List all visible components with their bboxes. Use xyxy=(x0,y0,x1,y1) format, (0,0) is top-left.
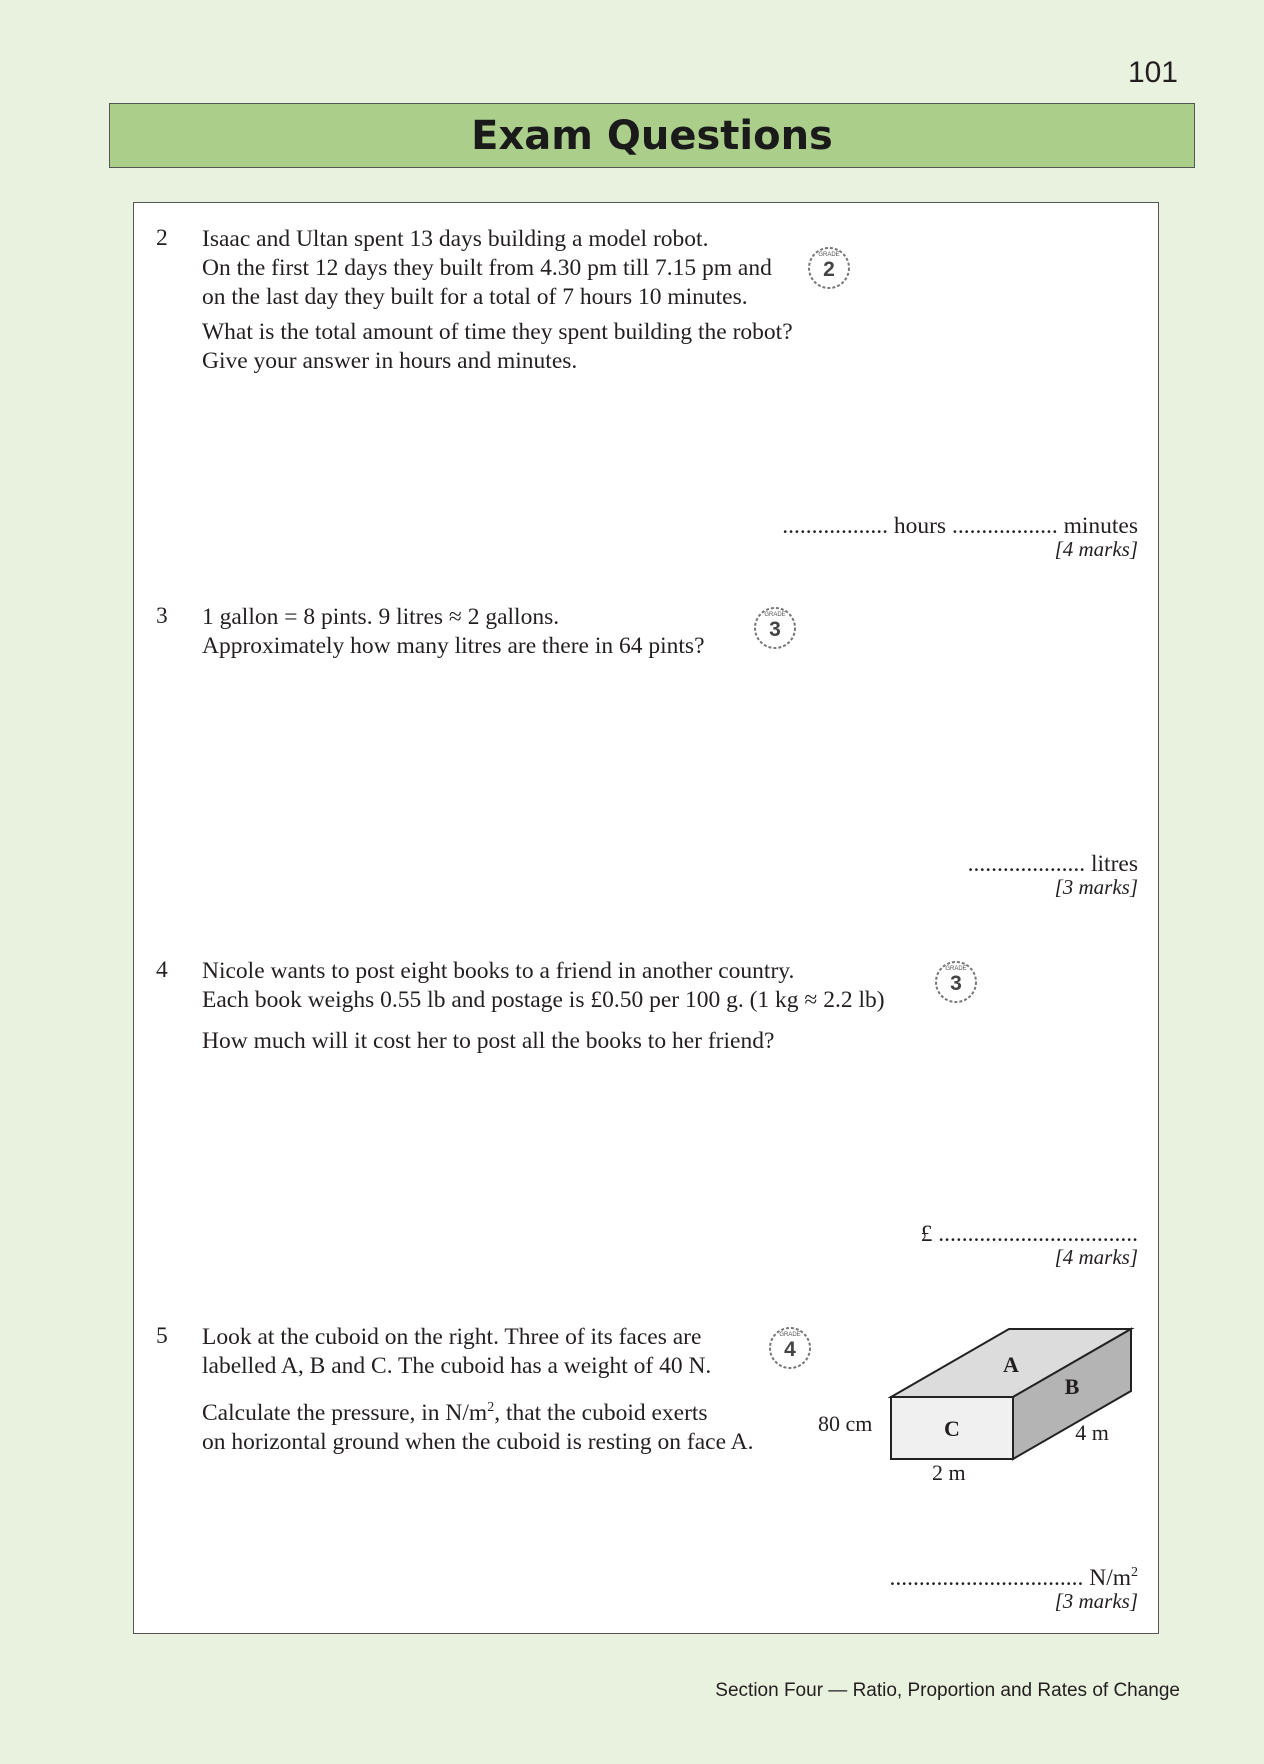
question-line-part: , that the cuboid exerts xyxy=(494,1399,708,1426)
question-line xyxy=(202,1393,753,1428)
grade-number: 4 xyxy=(784,1338,796,1361)
question-line: Isaac and Ultan spent 13 days building a model robot. xyxy=(202,226,709,252)
question-3-text xyxy=(202,603,705,661)
grade-number: 2 xyxy=(823,258,835,281)
question-line: on horizontal ground when the cuboid is resting on face A. xyxy=(202,1428,754,1455)
question-number: 3 xyxy=(156,603,168,629)
question-5-text xyxy=(202,1323,753,1457)
question-line: 1 gallon = 8 pints. 9 litres ≈ 2 gallons. xyxy=(202,604,560,630)
grade-4-badge-icon xyxy=(767,1325,813,1371)
answer-line: .................... litres xyxy=(967,851,1138,877)
question-number: 2 xyxy=(156,225,168,251)
grade-3-badge-icon xyxy=(752,605,798,651)
badge-word: GRADE xyxy=(764,612,786,618)
badge-word: GRADE xyxy=(818,252,840,258)
badge-word: GRADE xyxy=(779,1332,801,1338)
superscript: 2 xyxy=(1131,1565,1138,1581)
question-line: on the last day they built for a total of 7 hours 10 minutes. xyxy=(202,284,748,310)
answer-line: £ .................................. xyxy=(920,1221,1138,1247)
face-c-label: C xyxy=(944,1416,960,1441)
question-line: Look at the cuboid on the right. Three of its faces are xyxy=(202,1324,702,1350)
marks-label: [4 marks] xyxy=(1054,1245,1138,1269)
marks-label: [4 marks] xyxy=(1054,537,1138,561)
question-line: What is the total amount of time they spent building the robot? xyxy=(202,319,793,345)
question-line: labelled A, B and C. The cuboid has a weight of 40 N. xyxy=(202,1353,712,1379)
question-line: On the first 12 days they built from 4.30 pm till 7.15 pm and xyxy=(202,255,772,281)
question-number: 5 xyxy=(156,1323,168,1349)
page-number: 101 xyxy=(1127,56,1178,89)
answer-line xyxy=(889,1565,1138,1592)
answer-text: ................................. N/m xyxy=(889,1565,1131,1591)
page-title xyxy=(109,103,1195,168)
question-2-text xyxy=(202,225,793,376)
grade-3-badge-icon xyxy=(933,959,979,1005)
question-number: 4 xyxy=(156,957,168,983)
cuboid-diagram xyxy=(888,1321,1138,1461)
marks-label: [3 marks] xyxy=(1054,875,1138,899)
badge-word: GRADE xyxy=(945,966,967,972)
grade-2-badge-icon xyxy=(806,245,852,291)
grade-number: 3 xyxy=(769,618,781,641)
question-4-text xyxy=(202,957,885,1056)
depth-label: 4 m xyxy=(1075,1420,1109,1445)
width-label: 2 m xyxy=(932,1460,966,1485)
question-line-part: Calculate the pressure, in N/m xyxy=(202,1399,488,1426)
question-line: Give your answer in hours and minutes. xyxy=(202,348,578,374)
face-a-label: A xyxy=(1003,1352,1019,1377)
face-b-label: B xyxy=(1064,1374,1080,1399)
question-line: Each book weighs 0.55 lb and postage is £0.50 per 100 g. (1 kg ≈ 2.2 lb) xyxy=(202,987,885,1013)
superscript: 2 xyxy=(487,1400,495,1415)
grade-number: 3 xyxy=(950,972,962,995)
marks-label: [3 marks] xyxy=(1054,1589,1138,1613)
question-line: How much will it cost her to post all the books to her friend? xyxy=(202,1028,775,1054)
section-footer: Section Four — Ratio, Proportion and Rates of Change xyxy=(715,1680,1180,1701)
question-line: Nicole wants to post eight books to a friend in another country. xyxy=(202,958,795,984)
page-title-text: Exam Questions xyxy=(471,112,833,159)
height-label: 80 cm xyxy=(818,1411,873,1436)
question-line: Approximately how many litres are there in 64 pints? xyxy=(202,633,705,659)
answer-line: .................. hours .................. minutes xyxy=(782,513,1138,539)
